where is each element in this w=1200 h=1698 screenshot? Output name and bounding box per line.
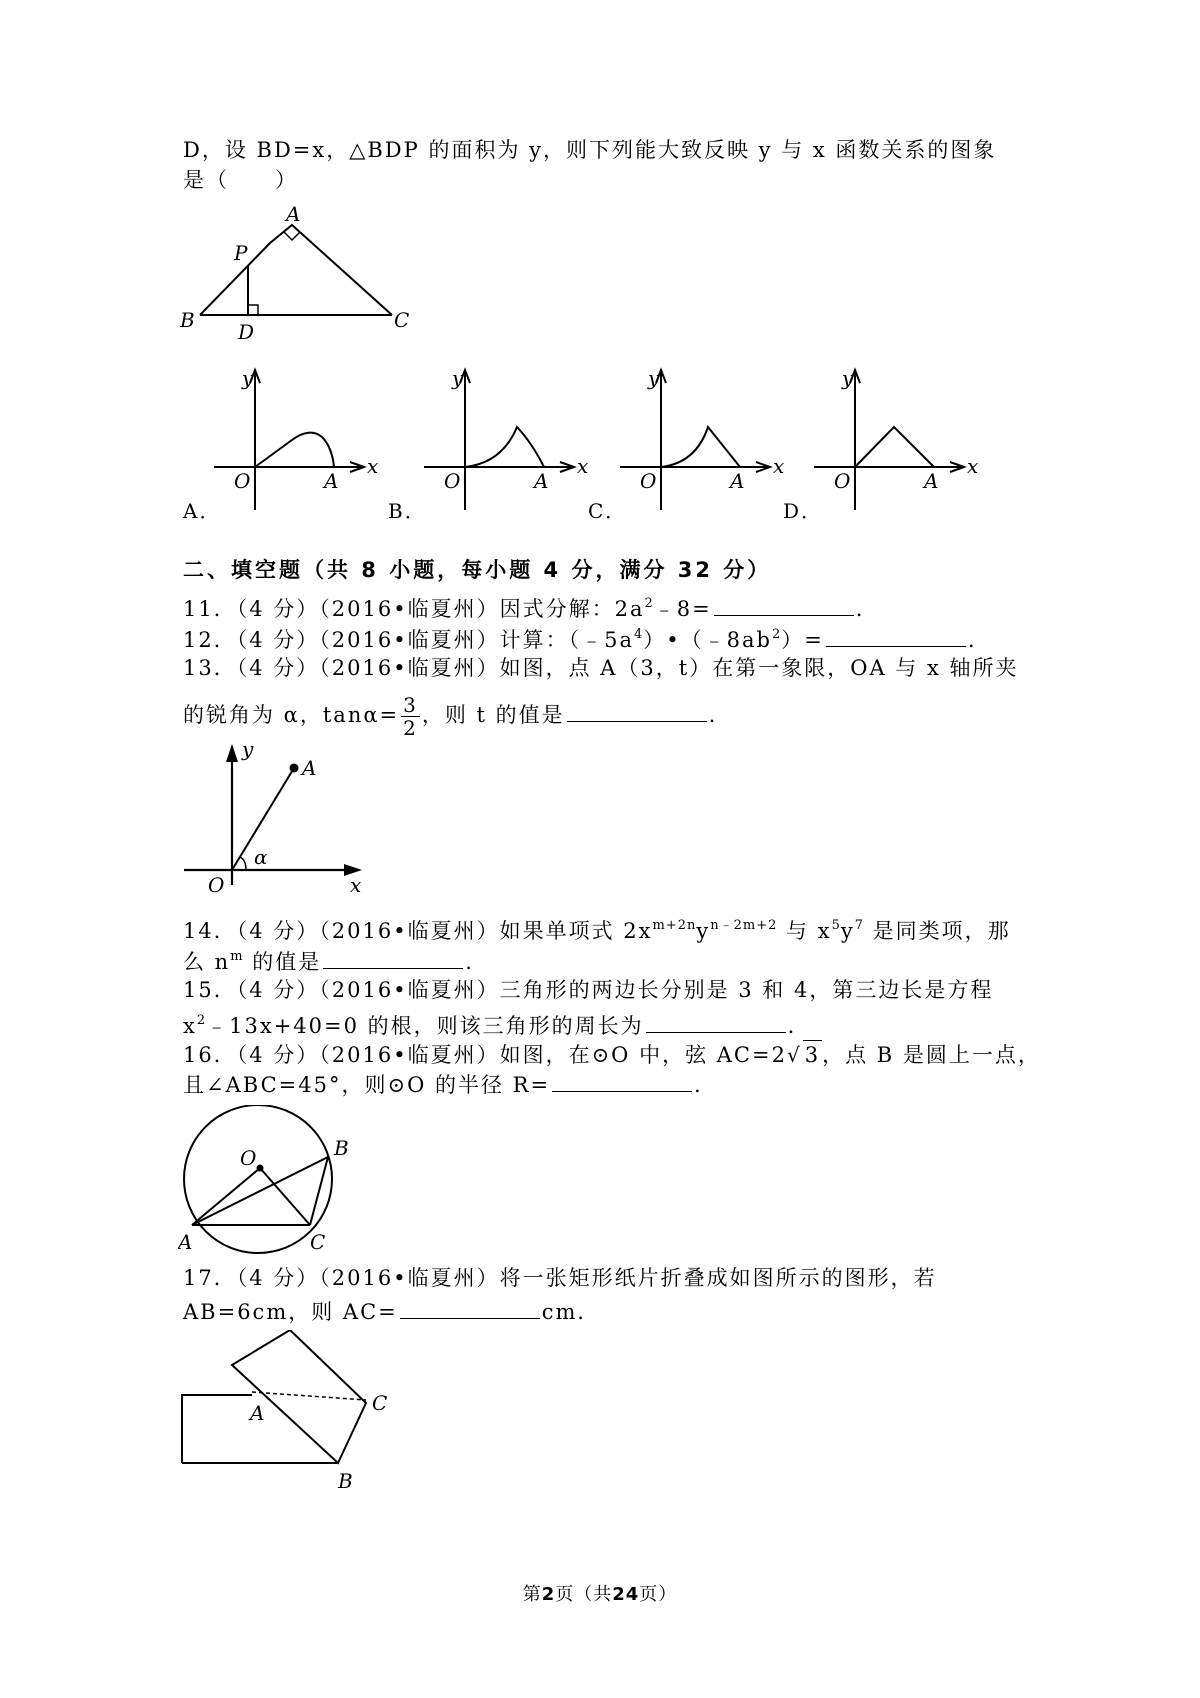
choice-c-label[interactable]: C． [588,499,628,523]
q16-label-C: C [310,1230,326,1254]
q14-answer-blank[interactable] [323,948,463,969]
q10-graph-a-x: x [367,454,379,478]
section2-title: 二、填空题（共 8 小题，每小题 4 分，满分 32 分） [183,558,772,582]
q10-graph-d-x: x [967,454,979,478]
q13-text-line1: 13．（4 分）（2016•临夏州）如图，点 A（3，t）在第一象限，OA 与 x 轴所夹 [183,656,1019,680]
q10-graph-c-O: O [640,469,657,493]
q10-graph-b-x: x [577,454,589,478]
q13-label-O: O [208,873,225,895]
q10-graph-d-y: y [842,366,854,390]
q17-label-C: C [372,1391,388,1415]
q10-graph-b-O: O [444,469,461,493]
q10-label-B: B [180,308,195,332]
q10-graph-b-y: y [452,366,464,390]
q10-triangle-figure [180,205,420,360]
choice-d-label[interactable]: D． [783,499,824,523]
q14-text-line1: 14．（4 分）（2016•临夏州）如果单项式 $2x^{m+2n}y^{n﹣2m+2}$ 与 $x^5y^7$ 是同类项，那 [183,918,1011,943]
q17-figure [178,1330,408,1500]
q16-label-A: A [178,1230,193,1254]
q16-label-O: O [240,1146,257,1170]
q16-figure [178,1105,368,1260]
footer-total-pages: 24 [612,1584,640,1605]
q10-graph-c [618,365,798,510]
q10-graph-a [212,365,392,510]
q16-sqrt: 3 [803,1040,822,1069]
q10-text-line2: 是（ ） [183,168,298,192]
q12-text: 12．（4 分）（2016•临夏州）计算：$(﹣5a^4)•(﹣8ab^2)=$ . [183,627,977,652]
choice-b-label[interactable]: B． [388,499,427,523]
q10-label-D: D [238,320,255,344]
q17-text-line1: 17．（4 分）（2016•临夏州）将一张矩形纸片折叠成如图所示的图形，若 [183,1266,937,1290]
choice-a-label[interactable]: A． [183,499,222,523]
page-footer: 第2页（共24页） [522,1584,678,1605]
q10-graph-a-O: O [234,469,251,493]
q10-text-line1: D，设 BD=x，△BDP 的面积为 y，则下列能大致反映 y 与 x 函数关系的图象 [183,138,997,162]
q14-text-line2: 么 $n^m$ 的值是 . [183,949,474,974]
q10-graph-a-y: y [242,366,254,390]
q10-graph-b-A: A [534,469,549,493]
q13-fraction: $\frac{3}{2}$ [403,693,418,740]
q10-graph-c-y: y [648,366,660,390]
q10-graph-d-A: A [924,469,939,493]
q10-label-A: A [286,205,301,226]
q10-graph-c-x: x [773,454,785,478]
q13-label-x: x [350,873,362,895]
q11-answer-blank[interactable] [714,595,854,616]
q16-answer-blank[interactable] [552,1071,692,1092]
q10-graph-c-A: A [730,469,745,493]
q12-answer-blank[interactable] [826,626,966,647]
q13-label-alpha: α [254,845,268,869]
q10-graph-b [422,365,602,510]
q16-label-B: B [334,1136,349,1160]
q13-figure [180,740,370,895]
q16-text-line2: 且∠ABC=45°，则⊙O 的半径 R= . [183,1073,703,1097]
q13-label-y: y [242,740,254,761]
q10-label-C: C [394,308,410,332]
q17-text-line2: AB=6cm，则 AC= cm． [183,1300,601,1324]
q13-label-A: A [302,756,317,780]
q15-text-line2: $x^2﹣13x+40=0$ 的根，则该三角形的周长为 . [183,1013,797,1038]
q10-label-P: P [234,241,248,265]
q10-graph-a-A: A [324,469,339,493]
q16-text-line1: 16．（4 分）（2016•临夏州）如图，在⊙O 中，弦 AC=2√ 3，点 B 是圆上一点， [183,1040,1041,1069]
q10-graph-d-O: O [834,469,851,493]
q15-text-line1: 15．（4 分）（2016•临夏州）三角形的两边长分别是 3 和 4，第三边长是方程 [183,978,994,1002]
q13-text-line2: 的锐角为 α，tanα= $\frac{3}{2}$ ，则 t 的值是 . [183,693,718,740]
q13-answer-blank[interactable] [567,701,707,722]
q15-answer-blank[interactable] [646,1012,786,1033]
footer-page-number: 2 [541,1584,556,1605]
q17-label-B: B [338,1469,353,1493]
q11-text: 11．（4 分）（2016•临夏州）因式分解：$2a^2﹣8=$ . [183,596,865,621]
q17-label-A: A [250,1401,265,1425]
q17-answer-blank[interactable] [400,1298,540,1319]
q10-graph-d [812,365,992,510]
